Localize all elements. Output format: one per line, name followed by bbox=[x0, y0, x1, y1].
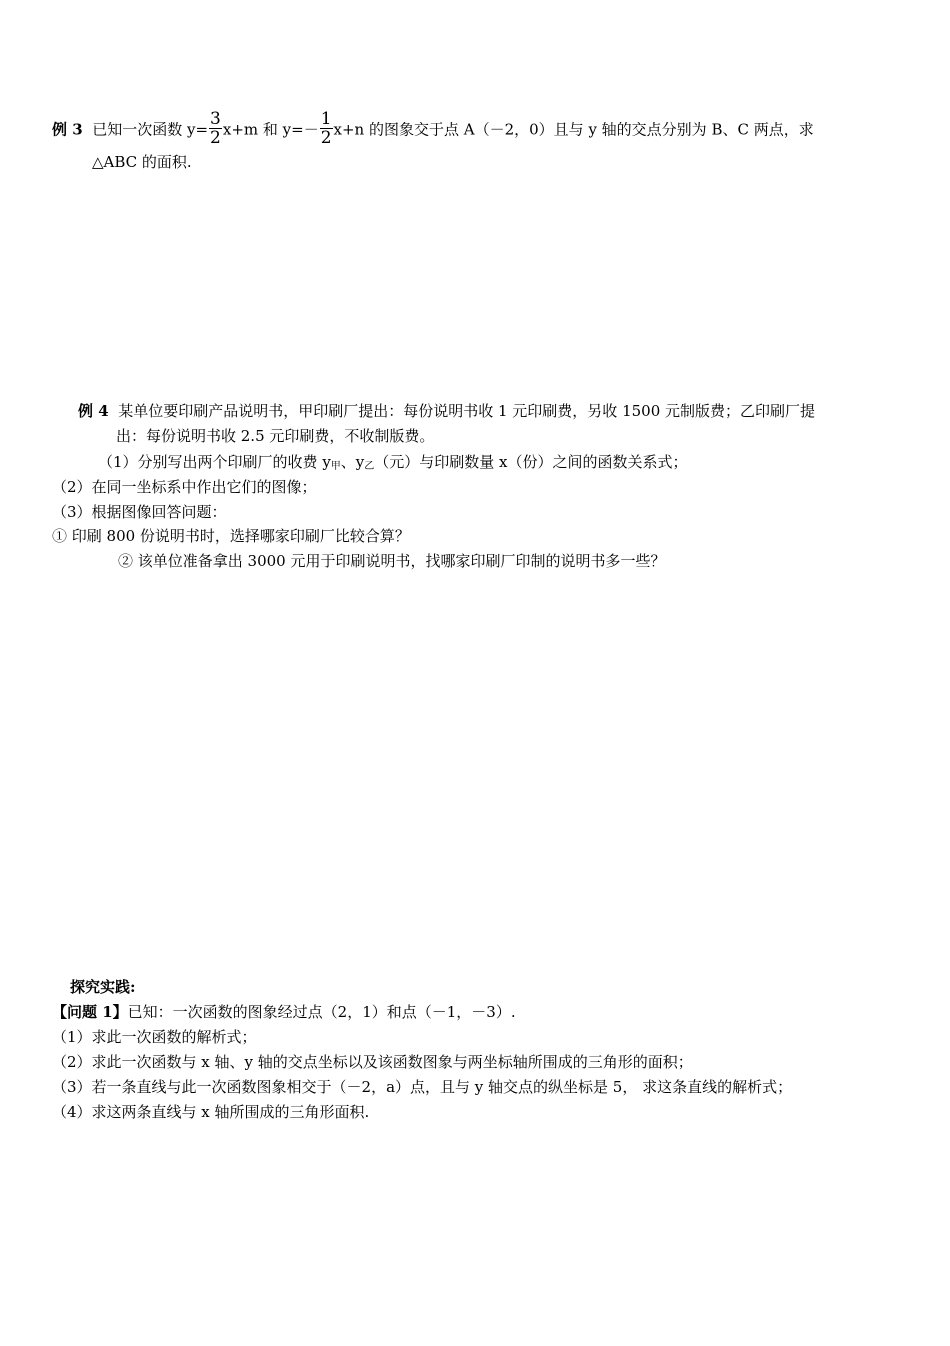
example3-text-b: x+m 和 y=－ bbox=[222, 120, 319, 139]
example4-question3-part1: ① 印刷 800 份说明书时，选择哪家印刷厂比较合算？ bbox=[52, 527, 410, 545]
subscript-yi: 乙 bbox=[364, 461, 375, 472]
example4-question3-part2: ② 该单位准备拿出 3000 元用于印刷说明书，找哪家印刷厂印制的说明书多一些？ bbox=[118, 552, 666, 570]
problem1-item: （1）求此一次函数的解析式； bbox=[52, 1028, 257, 1046]
example4-label: 例 4 bbox=[78, 402, 109, 420]
example4-question1: （1）分别写出两个印刷厂的收费 $y_甲$、$y_乙$（元）与印刷数量 x（份）之间的函数关系式； bbox=[98, 453, 688, 472]
example3-line1 bbox=[52, 109, 814, 149]
subscript-jia: 甲 bbox=[330, 461, 341, 472]
fraction-one-half: $\frac{1}{2}$ bbox=[320, 109, 332, 148]
practice-heading: 探究实践: bbox=[70, 978, 136, 996]
example4-question2: （2）在同一坐标系中作出它们的图像； bbox=[52, 478, 317, 496]
example3-text-c: x+n 的图象交于点 A（－2，0）且与 y 轴的交点分别为 B、C 两点，求 bbox=[333, 120, 814, 139]
example3-line2: △ABC 的面积. bbox=[92, 153, 192, 171]
example3-label: 例 3 bbox=[52, 120, 83, 139]
problem1-item: （4）求这两条直线与 x 轴所围成的三角形面积. bbox=[52, 1103, 370, 1121]
problem1-item: （3）若一条直线与此一次函数图象相交于（－2，a）点，且与 y 轴交点的纵坐标是 5， 求这条直线的解析式； bbox=[52, 1078, 793, 1096]
example3-text-a: 已知一次函数 y= bbox=[92, 120, 209, 139]
problem1-item: （2）求此一次函数与 x 轴、y 轴的交点坐标以及该函数图象与两坐标轴所围成的三角形的面积； bbox=[52, 1053, 693, 1071]
fraction-three-halves: $\frac{3}{2}$ bbox=[210, 109, 221, 148]
problem1-label: 【问题 1】 bbox=[52, 1003, 128, 1021]
problem1-intro bbox=[52, 1002, 516, 1022]
example4-text: 某单位要印刷产品说明书，甲印刷厂提出：每份说明书收 1 元印刷费，另收 1500 元制版费；乙印刷厂提 bbox=[118, 402, 816, 420]
example4-question3: （3）根据图像回答问题： bbox=[52, 503, 227, 521]
problem1-text: 已知：一次函数的图象经过点（2，1）和点（－1，－3）. bbox=[127, 1003, 516, 1021]
example4-line1 bbox=[78, 401, 815, 421]
example4-line2: 出：每份说明书收 2.5 元印刷费，不收制版费。 bbox=[116, 427, 435, 445]
